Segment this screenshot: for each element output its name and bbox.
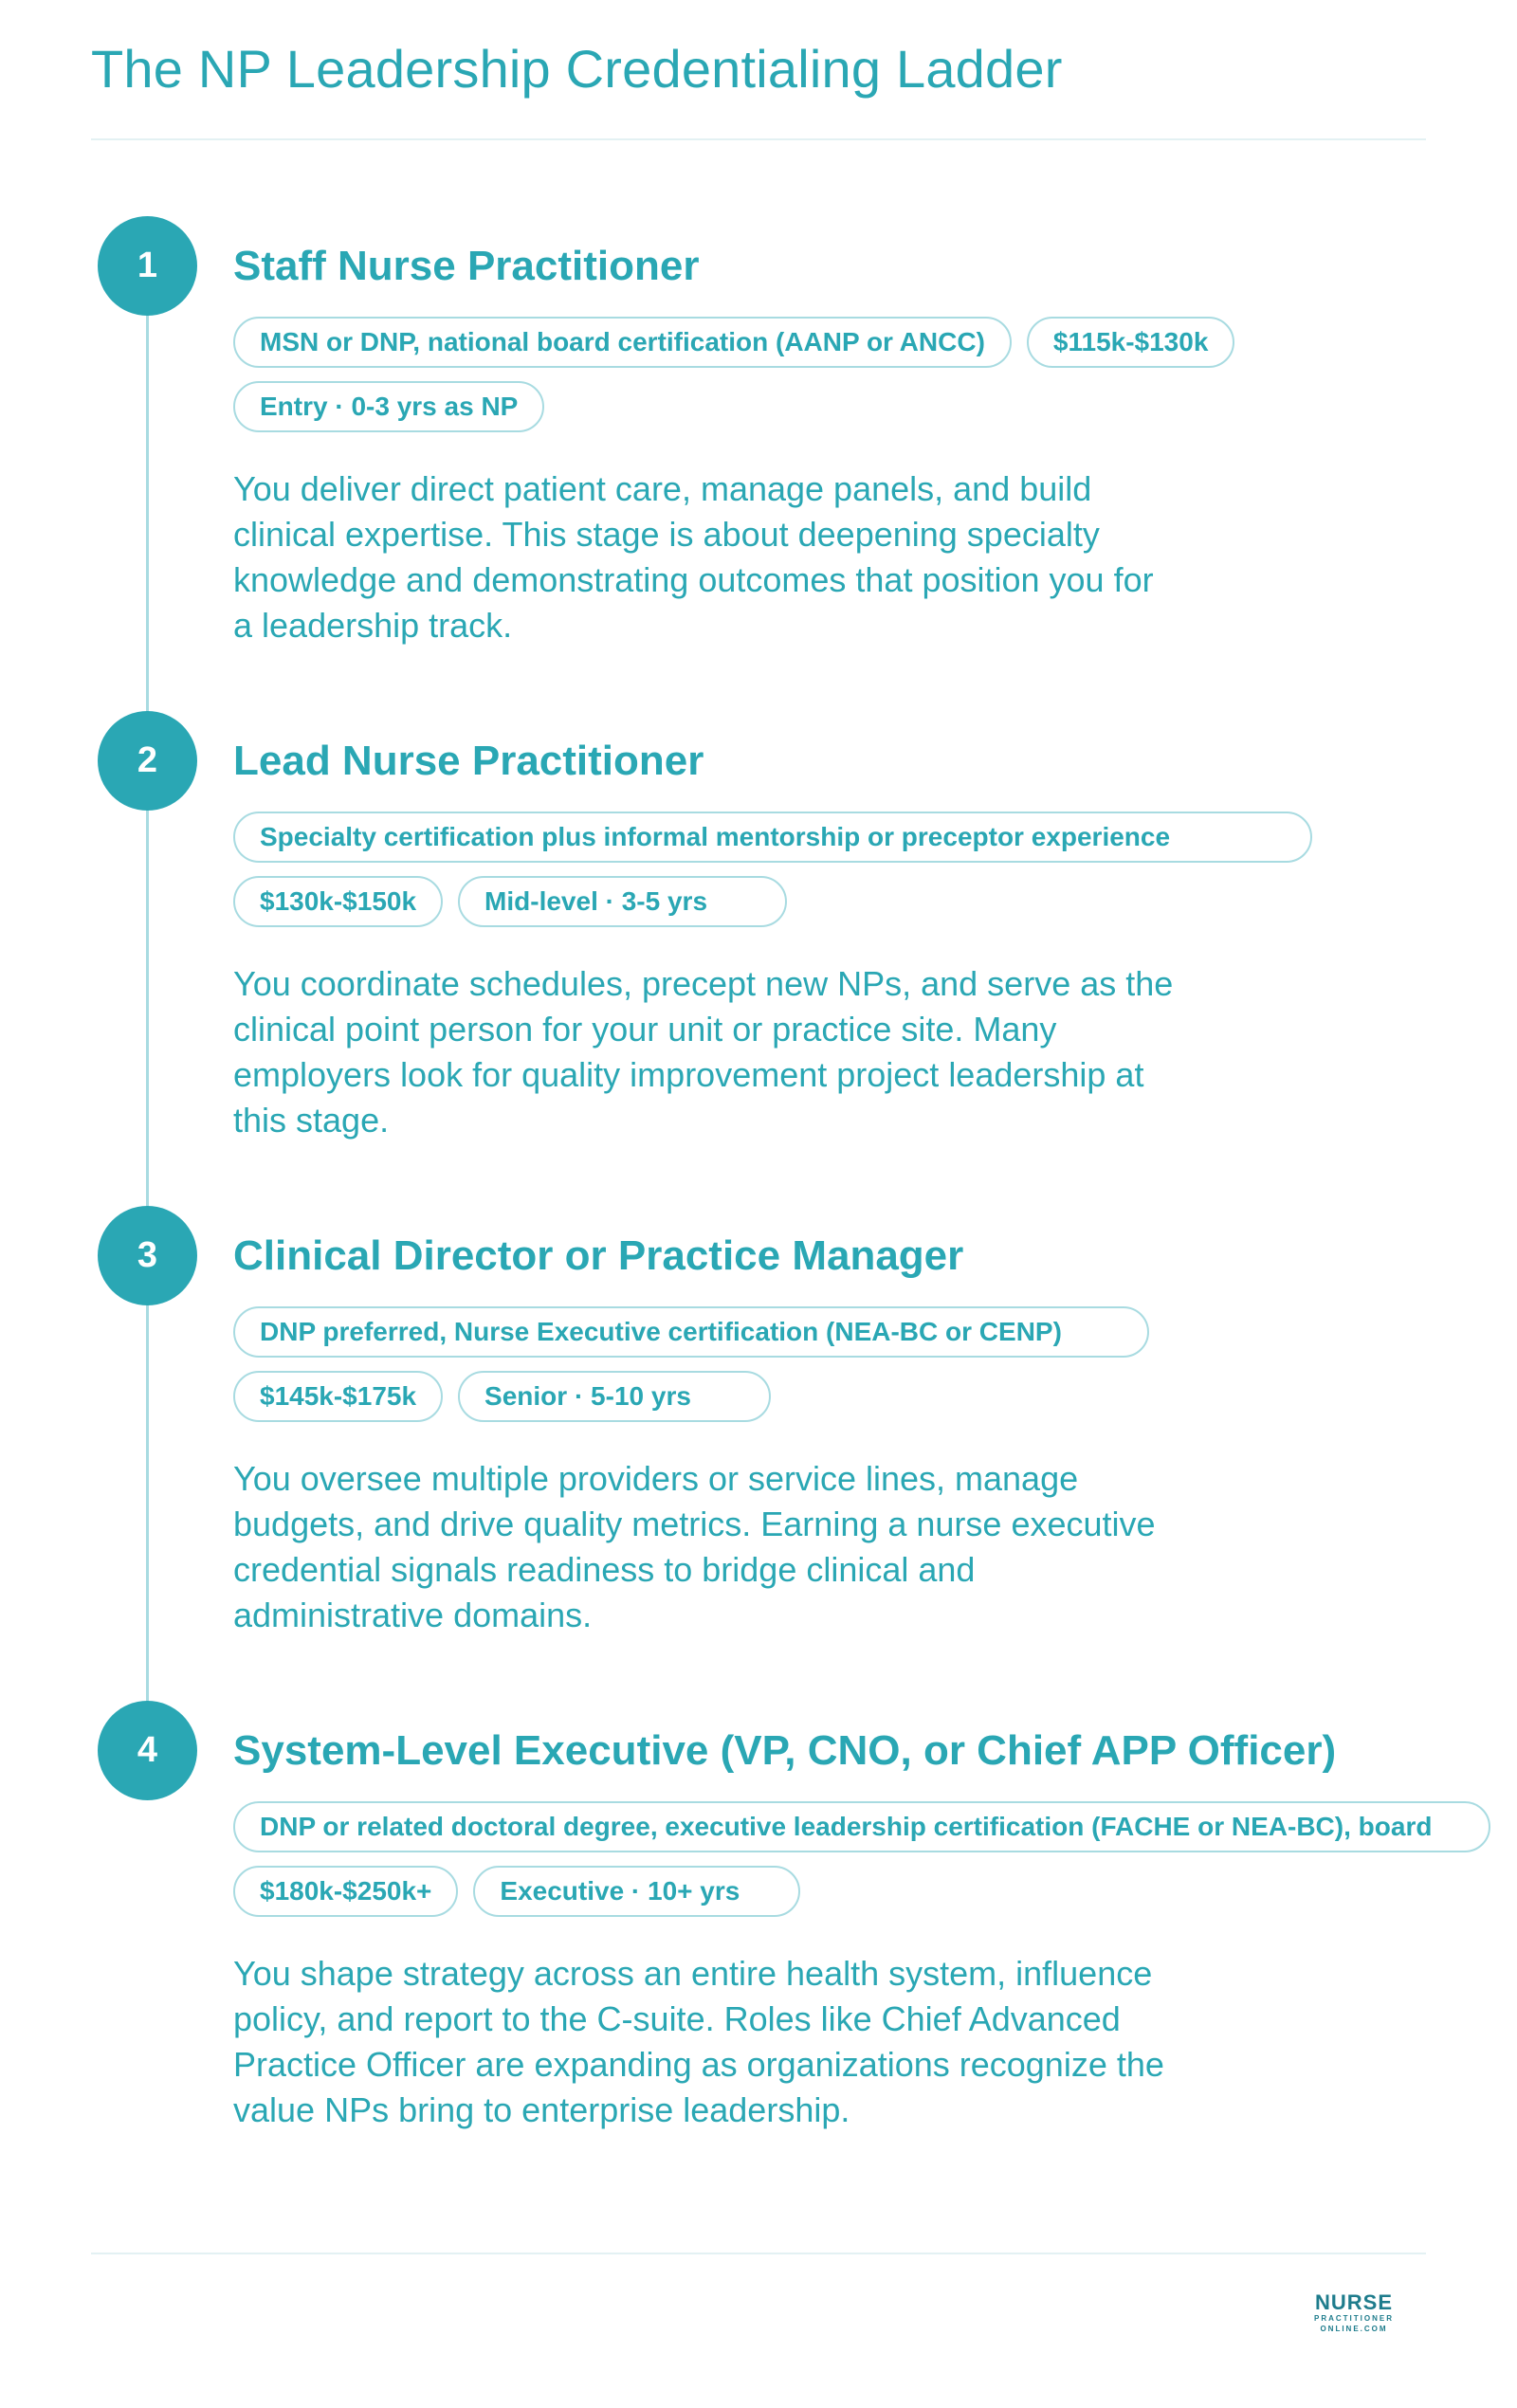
ladder-timeline-line [146,265,149,1763]
page-title: The NP Leadership Credentialing Ladder [91,39,1063,99]
level-pill: Mid-level · 3-5 yrs [458,876,787,927]
logo-domain: ONLINE.COM [1320,2325,1388,2333]
pill-row [233,876,787,927]
credential-pill: DNP or related doctoral degree, executive leadership certification (FACHE or NEA-BC), board [233,1801,1490,1852]
bottom-divider [91,2253,1426,2254]
pill-row [233,317,1234,368]
nurse-practitioner-online-logo [1301,2292,1407,2334]
step-title: Clinical Director or Practice Manager [233,1232,964,1279]
level-pill: Executive · 10+ yrs [473,1866,800,1917]
step-description: You coordinate schedules, precept new NPs, and serve as the clinical point person for your unit or practice site. Many employers look for quality improvement project leadership at this stage. [233,964,1174,1140]
step-description: You deliver direct patient care, manage panels, and build clinical expertise. This stage is about deepening specialty knowledge and demonstrating outcomes that position you for a leadership track. [233,469,1154,645]
step-title: System-Level Executive (VP, CNO, or Chief APP Officer) [233,1727,1337,1774]
salary-pill: $115k-$130k [1027,317,1235,368]
logo-subline: PRACTITIONER [1314,2314,1394,2323]
pill-row [233,1866,800,1917]
pill-row [233,381,544,432]
logo-wordmark: NURSE [1314,2290,1393,2314]
top-divider [91,138,1426,140]
step-title: Lead Nurse Practitioner [233,738,704,784]
credential-pill: MSN or DNP, national board certification (AANP or ANCC) [233,317,1012,368]
step-number-badge: 4 [98,1701,197,1800]
step-number-badge: 2 [98,711,197,811]
salary-pill: $130k-$150k [233,876,443,927]
pill-row [233,1371,771,1422]
step-description: You shape strategy across an entire health system, influence policy, and report to the C-suite. Roles like Chief Advanced Practice Officer are expanding as organizations recognize the value NPs bring to enterprise leadership. [233,1954,1164,2129]
pill-row [233,812,1312,863]
step-title: Staff Nurse Practitioner [233,243,700,289]
salary-pill: $180k-$250k+ [233,1866,458,1917]
credential-pill: Specialty certification plus informal mentorship or preceptor experience [233,812,1312,863]
pill-row [233,1801,1490,1852]
step-description: You oversee multiple providers or service lines, manage budgets, and drive quality metrics. Earning a nurse executive credential signals readiness to bridge clinical and administrative domains. [233,1459,1156,1634]
pill-row [233,1306,1149,1358]
salary-pill: $145k-$175k [233,1371,443,1422]
step-number-badge: 1 [98,216,197,316]
step-number-badge: 3 [98,1206,197,1305]
level-pill: Entry · 0-3 yrs as NP [233,381,544,432]
credential-pill: DNP preferred, Nurse Executive certification (NEA-BC or CENP) [233,1306,1149,1358]
level-pill: Senior · 5-10 yrs [458,1371,771,1422]
